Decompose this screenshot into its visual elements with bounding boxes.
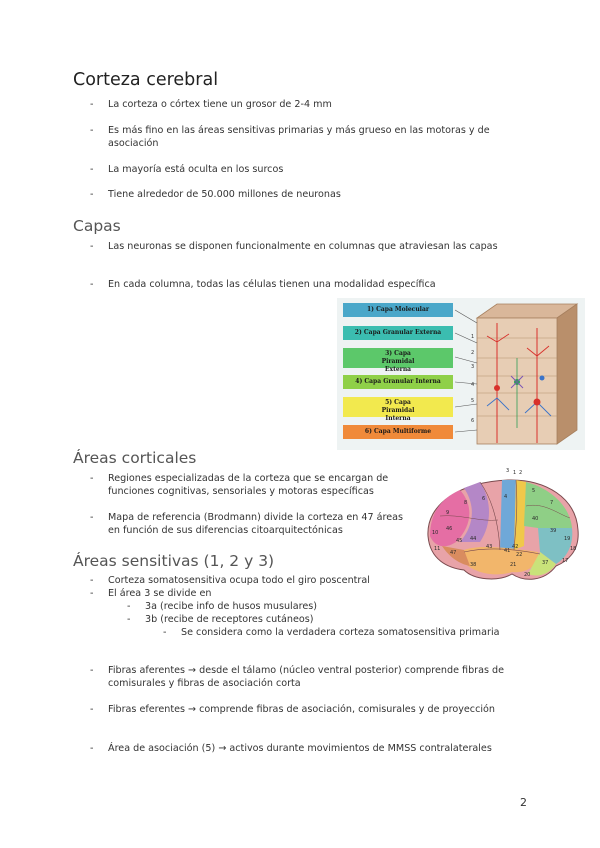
layer-number: 4 bbox=[471, 382, 475, 388]
brodmann-label: 38 bbox=[470, 562, 477, 568]
layer-label-5: 5) Capa Piramidal Interna bbox=[343, 397, 453, 417]
cortical-layers-figure bbox=[337, 298, 585, 450]
layer-label-6: 6) Capa Multiforme bbox=[343, 425, 453, 439]
layer-label-1: 1) Capa Molecular bbox=[343, 303, 453, 317]
brodmann-label: 39 bbox=[550, 528, 557, 534]
brodmann-label: 21 bbox=[510, 562, 517, 568]
layer-label-4: 4) Capa Granular Interna bbox=[343, 375, 453, 389]
brodmann-label: 8 bbox=[464, 500, 468, 506]
layer-number: 6 bbox=[471, 418, 475, 424]
brodmann-label: 9 bbox=[446, 510, 450, 516]
layer-number: 2 bbox=[471, 350, 475, 356]
layer-number: 1 bbox=[471, 334, 475, 340]
brodmann-label: 17 bbox=[562, 558, 569, 564]
brodmann-label: 42 bbox=[512, 544, 519, 550]
page-number: 2 bbox=[520, 796, 527, 809]
brodmann-label: 1 bbox=[513, 470, 517, 476]
brodmann-label: 2 bbox=[519, 470, 523, 476]
brodmann-label: 37 bbox=[542, 560, 549, 566]
document-page: Corteza cerebral - La corteza o córtex tiene un grosor de 2-4 mm - Es más fino en las áreas sensitivas primarias y más grueso en las motoras y de asociación - La mayoría está oculta en los surcos - Tiene alrededor de 50.000 millones de neuronas Capas - Las neuronas se disponen funcionalmente en columnas que atraviesan las capas - En cada columna, todas las células tienen una modalidad específica 1 2 3 4 5 6 1) Capa Molecular 2) Capa Granular Externa 3) Capa Piramidal Externa 4) Capa Granular Interna 5) Capa Piramidal Interna 6) Capa Multiforme Áreas corticales - Regiones especializadas de la corteza que se encargan de funciones cognitivas, sensoriales y motoras específicas - Mapa de referencia (Brodmann) divide la corteza en 47 áreas en función de sus diferencias citoarquitectónicas 3 1 2 5 7 4 6 8 9 10 46 45 44 43 40 39 19 18 17 22 41 42 21 37 38 20 11 47 Áreas sensitivas (1, 2 y 3) - Corteza somatosensitiva ocupa todo el giro poscentral - El área 3 se divide en - 3a (recibe info de husos musulares) - 3b (recibe de receptores cutáneos) - Se considera como la verdadera corteza somatosensitiva primaria - Fibras aferentes → desde el tálamo (núcleo ventral posterior) comprende fibras de comisurales y fibras de asociación corta - Fibras eferentes → comprende fibras de asociación, comisurales y de proyección - Área de asociación (5) → activos durante movimientos de MMSS contralaterales 2 bbox=[0, 0, 600, 848]
brodmann-label: 4 bbox=[504, 494, 508, 500]
layer-number: 5 bbox=[471, 398, 475, 404]
heading-areas-corticales: Áreas corticales bbox=[73, 449, 197, 467]
brain-diagram bbox=[420, 466, 582, 588]
brodmann-label: 44 bbox=[470, 536, 477, 542]
brodmann-label: 40 bbox=[532, 516, 539, 522]
brodmann-label: 43 bbox=[486, 544, 493, 550]
brodmann-label: 7 bbox=[550, 500, 554, 506]
brodmann-label: 45 bbox=[456, 538, 463, 544]
heading-corteza-cerebral: Corteza cerebral bbox=[73, 70, 219, 90]
brodmann-label: 22 bbox=[516, 552, 523, 558]
brodmann-brain-figure bbox=[420, 466, 582, 588]
brodmann-label: 46 bbox=[446, 526, 453, 532]
heading-areas-sensitivas: Áreas sensitivas (1, 2 y 3) bbox=[73, 552, 275, 570]
brodmann-label: 10 bbox=[432, 530, 439, 536]
brodmann-label: 18 bbox=[570, 546, 577, 552]
heading-capas: Capas bbox=[73, 217, 121, 235]
brodmann-label: 20 bbox=[524, 572, 531, 578]
brodmann-label: 5 bbox=[532, 488, 536, 494]
layer-label-3: 3) Capa Piramidal Externa bbox=[343, 348, 453, 368]
brodmann-label: 47 bbox=[450, 550, 457, 556]
brodmann-label: 11 bbox=[434, 546, 441, 552]
layer-number: 3 bbox=[471, 364, 475, 370]
brodmann-label: 41 bbox=[504, 548, 511, 554]
brodmann-label: 6 bbox=[482, 496, 486, 502]
layer-label-2: 2) Capa Granular Externa bbox=[343, 326, 453, 340]
brodmann-label: 3 bbox=[506, 468, 510, 474]
brodmann-label: 19 bbox=[564, 536, 571, 542]
